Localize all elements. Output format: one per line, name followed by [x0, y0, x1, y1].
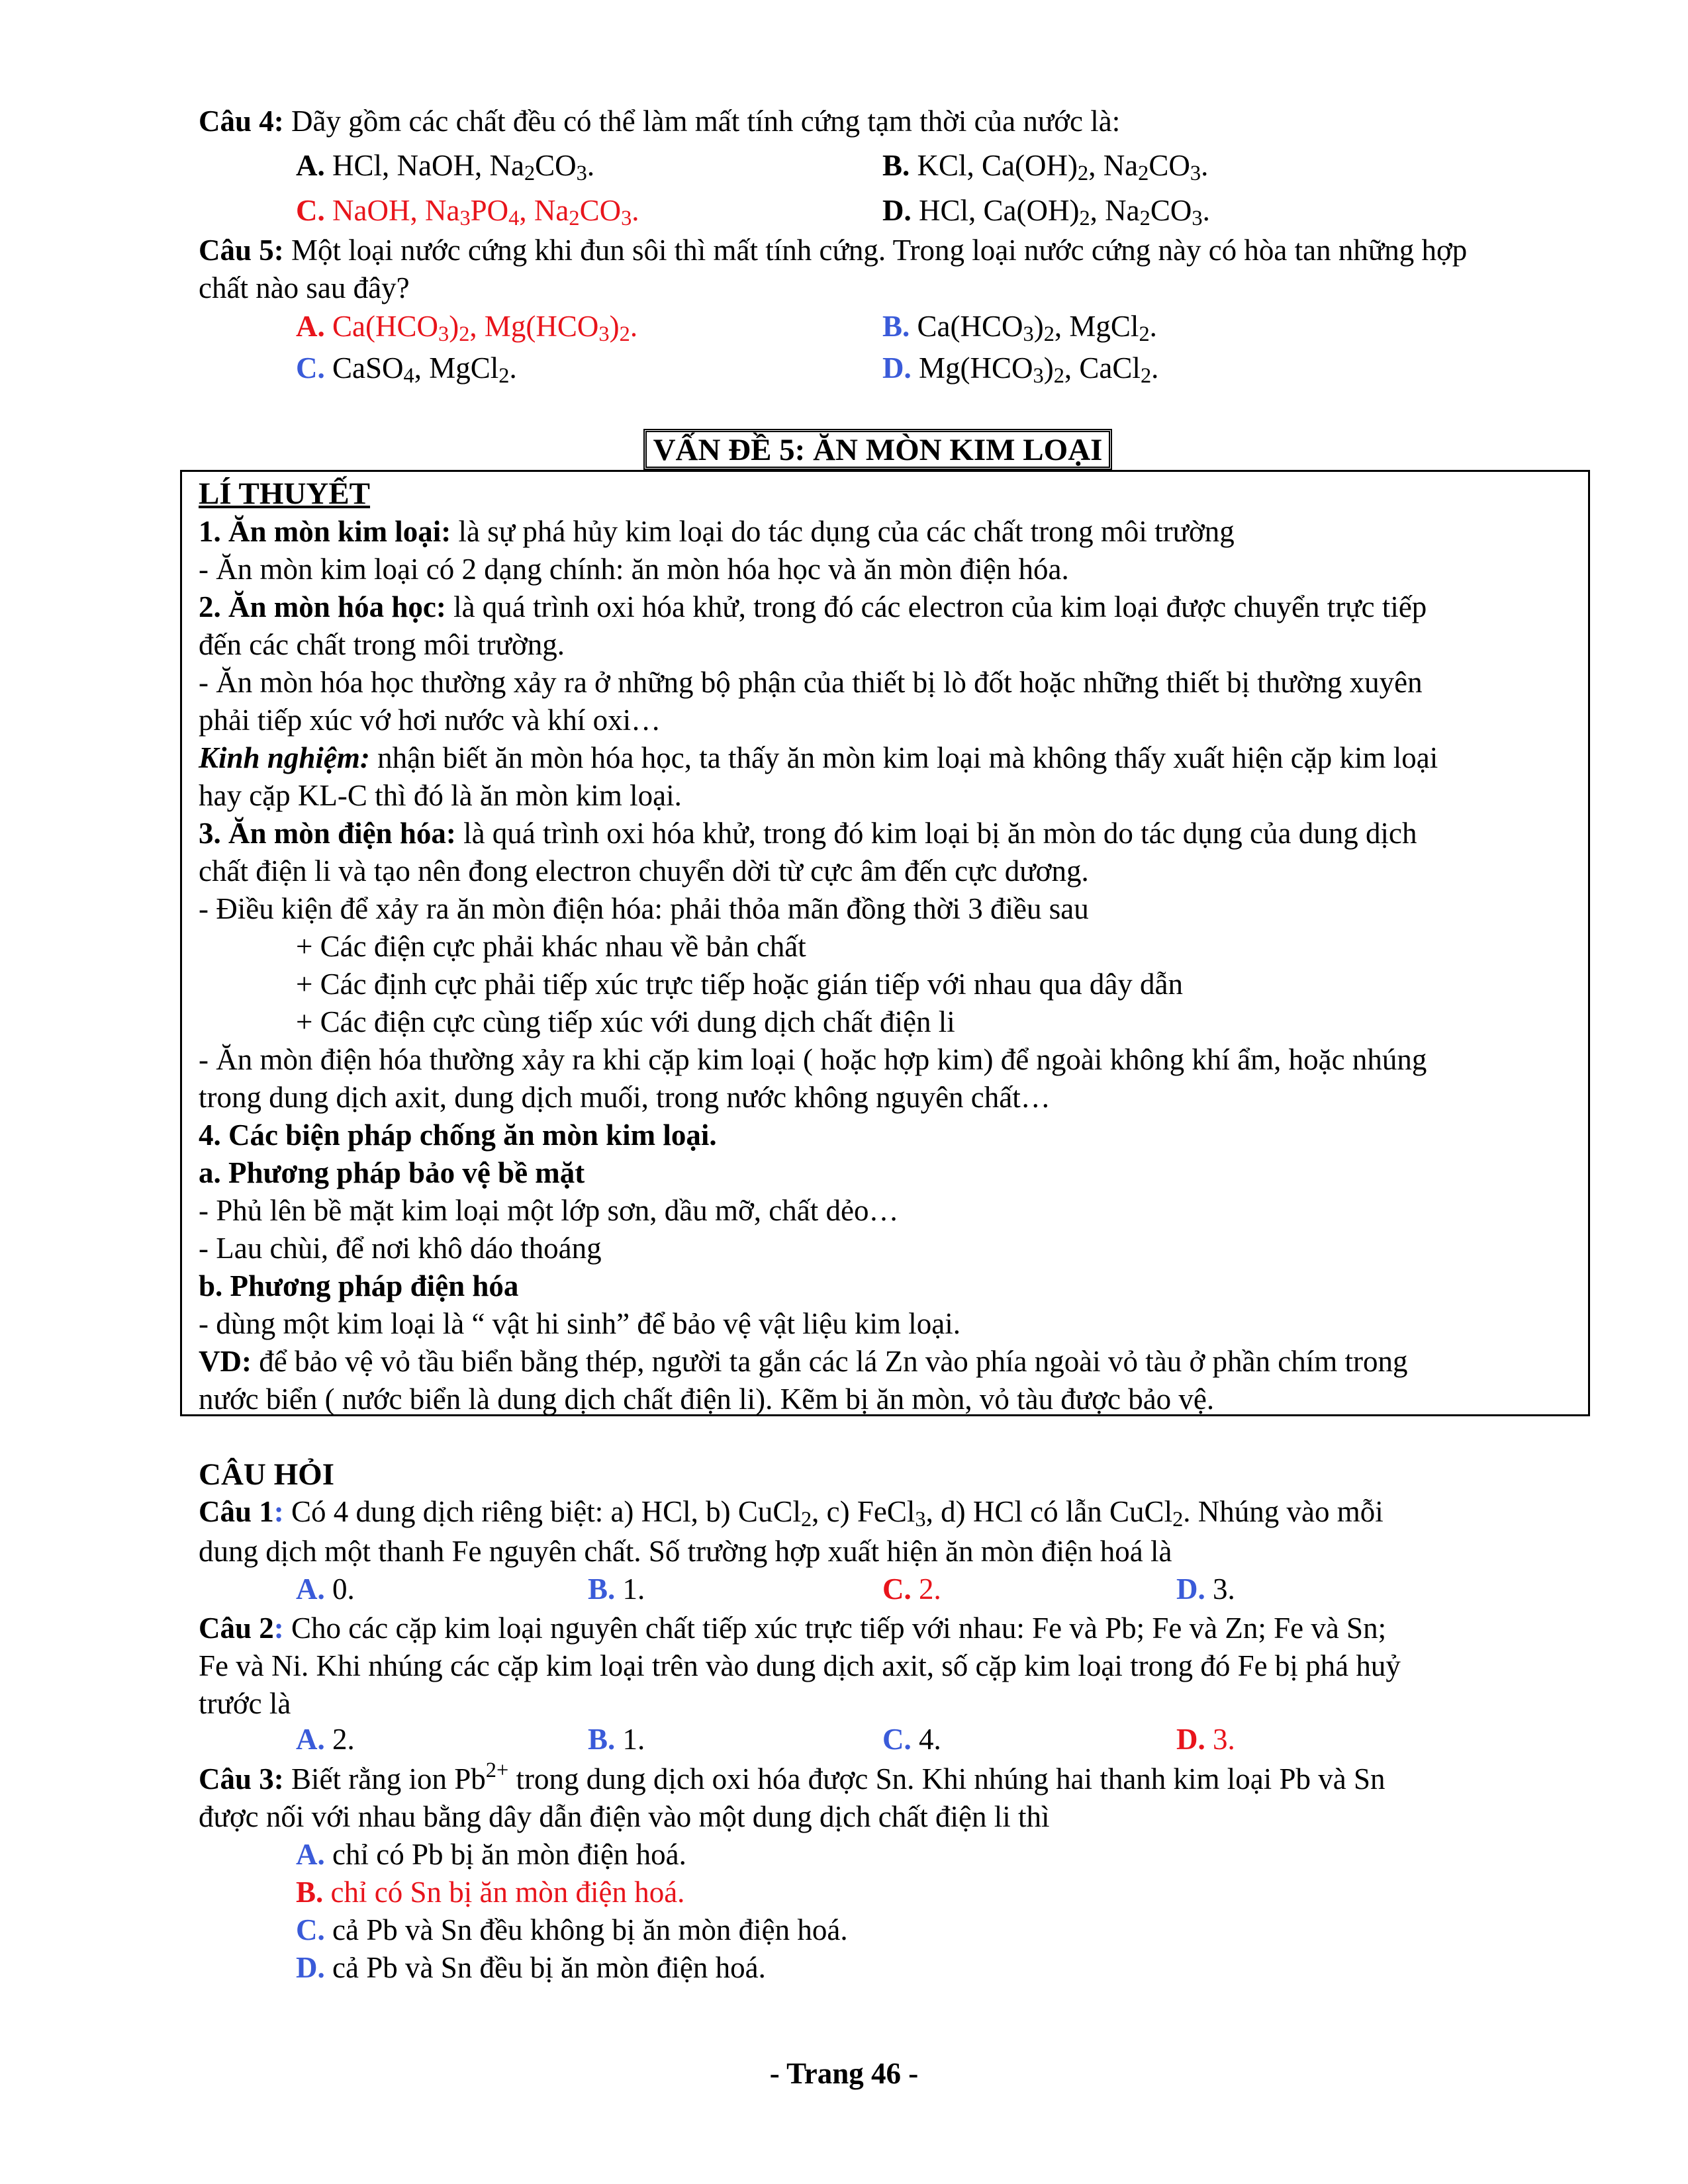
q4-label: Câu 4: — [199, 105, 284, 138]
q4-stem: Câu 4: Dãy gồm các chất đều có thể làm mất tính cứng tạm thời của nước là: — [199, 105, 1121, 138]
q2-stem-line3: trước là — [199, 1687, 291, 1720]
theory-line-15: - Ăn mòn điện hóa thường xảy ra khi cặp kim loại ( hoặc hợp kim) để ngoài không khí ẩm, hoặc nhúng — [199, 1043, 1427, 1076]
theory-line-10: chất điện li và tạo nên đong electron chuyển dời từ cực âm đến cực dương. — [199, 854, 1089, 887]
questions-title: CÂU HỎI — [199, 1457, 334, 1492]
q1-option-b: B. 1. — [588, 1572, 645, 1606]
theory-line-6: phải tiếp xúc vớ hơi nước và khí oxi… — [199, 704, 661, 737]
q1-stem-line2: dung dịch một thanh Fe nguyên chất. Số trường hợp xuất hiện ăn mòn điện hoá là — [199, 1535, 1172, 1568]
theory-line-5: - Ăn mòn hóa học thường xảy ra ở những bộ phận của thiết bị lò đốt hoặc những thiết bị thường xuyên — [199, 666, 1423, 699]
theory-line-2: - Ăn mòn kim loại có 2 dạng chính: ăn mòn hóa học và ăn mòn điện hóa. — [199, 553, 1069, 586]
q1-option-a: A. 0. — [296, 1572, 355, 1606]
theory-line-20: - Lau chùi, để nơi khô dáo thoáng — [199, 1232, 602, 1265]
theory-line-22: - dùng một kim loại là “ vật hi sinh” để bảo vệ vật liệu kim loại. — [199, 1307, 961, 1340]
q3-stem: Câu 3: Biết rằng ion $Pb^{2+}$ trong dung dịch oxi hóa được Sn. Khi nhúng hai thanh kim loại Pb và Sn — [199, 1758, 1385, 1796]
q1-option-d: D. 3. — [1176, 1572, 1235, 1606]
q2-option-a: A. 2. — [296, 1723, 355, 1756]
q4-option-c-answer: C. NaOH, $Na_3PO_4$, $Na_2CO_3$. — [296, 194, 639, 231]
q3-option-d: D. cả Pb và Sn đều bị ăn mòn điện hoá. — [296, 1951, 766, 1984]
q1-option-c-answer: C. 2. — [882, 1572, 941, 1606]
q5-stem: Câu 5: Một loại nước cứng khi đun sôi thì mất tính cứng. Trong loại nước cứng này có hòa tan những hợp — [199, 234, 1468, 267]
theory-line-17: 4. Các biện pháp chống ăn mòn kim loại. — [199, 1118, 717, 1152]
q4-option-d: D. HCl, $Ca(OH)_2$, $Na_2CO_3$. — [882, 194, 1210, 231]
q4-option-a: A. HCl, NaOH, $Na_2CO_3$. — [296, 149, 595, 186]
q5-option-b: B. $Ca(HCO_3)_2$, MgCl$_2$. — [882, 310, 1157, 347]
theory-line-14: + Các điện cực cùng tiếp xúc với dung dịch chất điện li — [296, 1005, 955, 1038]
page-number: - Trang 46 - — [769, 2057, 919, 2090]
q2-option-b: B. 1. — [588, 1723, 645, 1756]
theory-line-3: 2. Ăn mòn hóa học: là quá trình oxi hóa khử, trong đó các electron của kim loại được chuyển trực tiếp — [199, 590, 1427, 623]
q1-stem: Câu 1: Có 4 dung dịch riêng biệt: a) HCl, b) CuCl$_2$, c) FeCl$_3$, d) HCl có lẫn CuCl$_2$. Nhúng vào mỗi — [199, 1495, 1383, 1532]
section-title: VẤN ĐỀ 5: ĂN MÒN KIM LOẠI — [643, 429, 1112, 470]
theory-line-13: + Các định cực phải tiếp xúc trực tiếp hoặc gián tiếp với nhau qua dây dẫn — [296, 968, 1184, 1001]
q2-option-d-answer: D. 3. — [1176, 1723, 1235, 1756]
theory-line-12: + Các điện cực phải khác nhau về bản chất — [296, 930, 806, 963]
q5-label: Câu 5: — [199, 234, 284, 267]
theory-line-16: trong dung dịch axit, dung dịch muối, trong nước không nguyên chất… — [199, 1081, 1051, 1114]
q4-option-b: B. KCl, $Ca(OH)_2$, $Na_2CO_3$. — [882, 149, 1209, 186]
theory-line-18: a. Phương pháp bảo vệ bề mặt — [199, 1156, 585, 1189]
q5-option-a-answer: A. $Ca(HCO_3)_2$, $Mg(HCO_3)_2$. — [296, 310, 638, 347]
theory-line-19: - Phủ lên bề mặt kim loại một lớp sơn, dầu mỡ, chất dẻo… — [199, 1194, 899, 1227]
q5-option-d: D. $Mg(HCO_3)_2$, CaCl$_2$. — [882, 351, 1159, 388]
q3-option-b-answer: B. chỉ có Sn bị ăn mòn điện hoá. — [296, 1876, 685, 1909]
q3-option-c: C. cả Pb và Sn đều không bị ăn mòn điện hoá. — [296, 1913, 848, 1946]
q2-stem: Câu 2: Cho các cặp kim loại nguyên chất tiếp xúc trực tiếp với nhau: Fe và Pb; Fe và Zn; Fe và Sn; — [199, 1612, 1387, 1645]
theory-line-21: b. Phương pháp điện hóa — [199, 1269, 519, 1302]
theory-line-7: Kinh nghiệm: nhận biết ăn mòn hóa học, ta thấy ăn mòn kim loại mà không thấy xuất hiện cặp kim loại — [199, 741, 1438, 774]
theory-line-23: VD: để bảo vệ vỏ tầu biển bằng thép, người ta gắn các lá Zn vào phía ngoài vỏ tàu ở phần chím trong — [199, 1345, 1408, 1378]
q3-stem-line2: được nối với nhau bằng dây dẫn điện vào một dung dịch chất điện li thì — [199, 1800, 1050, 1833]
theory-line-11: - Điều kiện để xảy ra ăn mòn điện hóa: phải thỏa mãn đồng thời 3 điều sau — [199, 892, 1089, 925]
q2-stem-line2: Fe và Ni. Khi nhúng các cặp kim loại trên vào dung dịch axit, số cặp kim loại trong đó Fe bị phá huỷ — [199, 1649, 1401, 1682]
theory-line-9: 3. Ăn mòn điện hóa: là quá trình oxi hóa khử, trong đó kim loại bị ăn mòn do tác dụng của dung dịch — [199, 817, 1417, 850]
theory-line-1: 1. Ăn mòn kim loại: là sự phá hủy kim loại do tác dụng của các chất trong môi trường — [199, 515, 1235, 548]
theory-line-24: nước biển ( nước biển là dung dịch chất điện li). Kẽm bị ăn mòn, vỏ tàu được bảo vệ. — [199, 1383, 1215, 1416]
theory-title: LÍ THUYẾT — [199, 477, 371, 511]
q5-option-c: C. CaSO$_4$, MgCl$_2$. — [296, 351, 517, 388]
theory-line-8: hay cặp KL-C thì đó là ăn mòn kim loại. — [199, 779, 682, 812]
q5-stem-line2: chất nào sau đây? — [199, 271, 410, 304]
q2-option-c: C. 4. — [882, 1723, 941, 1756]
q3-option-a: A. chỉ có Pb bị ăn mòn điện hoá. — [296, 1838, 686, 1871]
theory-line-4: đến các chất trong môi trường. — [199, 628, 565, 661]
